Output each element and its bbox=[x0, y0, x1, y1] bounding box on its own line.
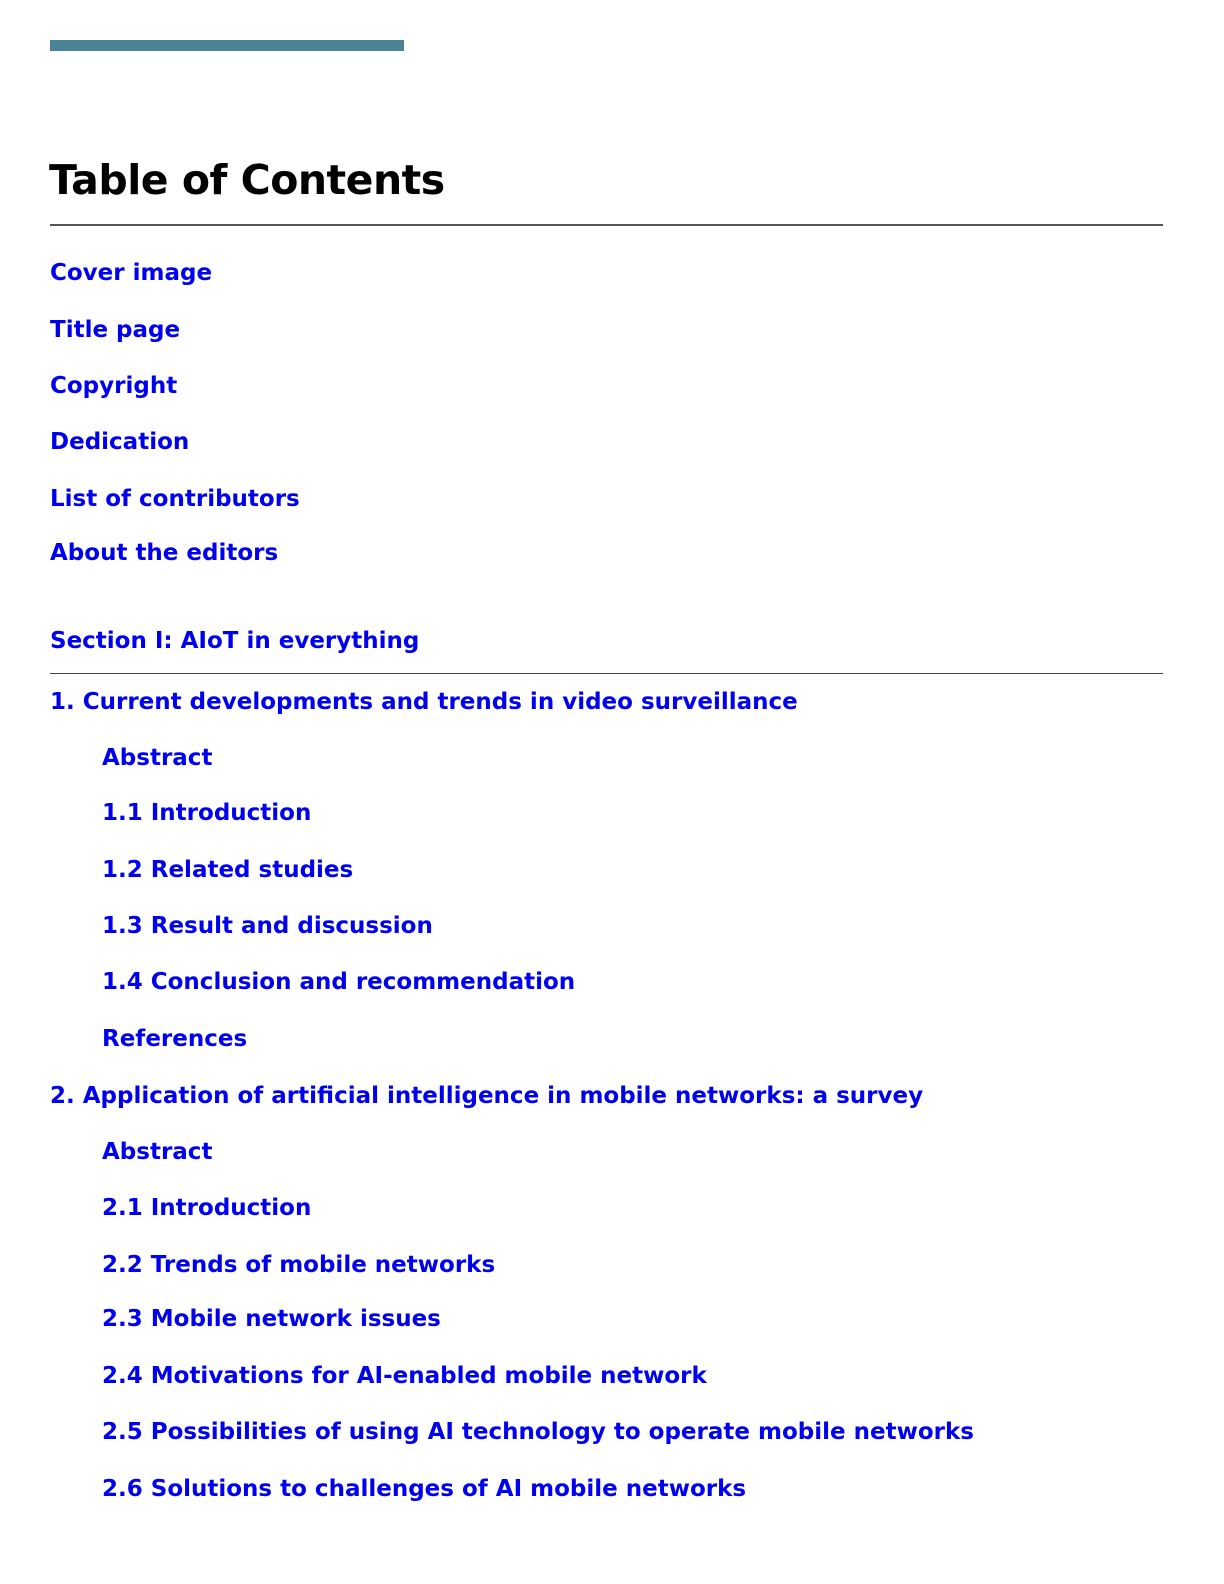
toc-link-copyright[interactable]: Copyright bbox=[50, 373, 178, 399]
toc-link-ch2-trends[interactable]: 2.2 Trends of mobile networks bbox=[102, 1252, 496, 1278]
toc-link-chapter-1[interactable]: 1. Current developments and trends in video surveillance bbox=[50, 689, 798, 715]
toc-link-ch1-related-studies[interactable]: 1.2 Related studies bbox=[102, 857, 354, 883]
toc-link-about-the-editors[interactable]: About the editors bbox=[50, 540, 279, 566]
section-divider bbox=[50, 673, 1163, 674]
toc-link-title-page[interactable]: Title page bbox=[50, 317, 181, 343]
toc-link-ch1-references[interactable]: References bbox=[102, 1026, 248, 1052]
toc-link-ch2-solutions[interactable]: 2.6 Solutions to challenges of AI mobile networks bbox=[102, 1476, 747, 1502]
toc-link-ch1-result-discussion[interactable]: 1.3 Result and discussion bbox=[102, 913, 433, 939]
header-accent-bar bbox=[50, 40, 404, 51]
toc-link-cover-image[interactable]: Cover image bbox=[50, 260, 213, 286]
toc-link-section-1[interactable]: Section I: AIoT in everything bbox=[50, 628, 420, 654]
toc-link-ch1-introduction[interactable]: 1.1 Introduction bbox=[102, 800, 312, 826]
toc-link-ch2-issues[interactable]: 2.3 Mobile network issues bbox=[102, 1306, 441, 1332]
toc-link-chapter-2[interactable]: 2. Application of artificial intelligence in mobile networks: a survey bbox=[50, 1083, 924, 1109]
toc-link-list-of-contributors[interactable]: List of contributors bbox=[50, 486, 300, 512]
toc-link-ch1-abstract[interactable]: Abstract bbox=[102, 745, 213, 771]
toc-link-ch2-abstract[interactable]: Abstract bbox=[102, 1139, 213, 1165]
title-divider bbox=[50, 224, 1163, 226]
toc-link-ch2-introduction[interactable]: 2.1 Introduction bbox=[102, 1195, 312, 1221]
toc-link-ch2-possibilities[interactable]: 2.5 Possibilities of using AI technology to operate mobile networks bbox=[102, 1419, 974, 1445]
page-title: Table of Contents bbox=[49, 156, 445, 204]
toc-link-dedication[interactable]: Dedication bbox=[50, 429, 190, 455]
toc-link-ch1-conclusion[interactable]: 1.4 Conclusion and recommendation bbox=[102, 969, 576, 995]
toc-link-ch2-motivations[interactable]: 2.4 Motivations for AI-enabled mobile network bbox=[102, 1363, 707, 1389]
